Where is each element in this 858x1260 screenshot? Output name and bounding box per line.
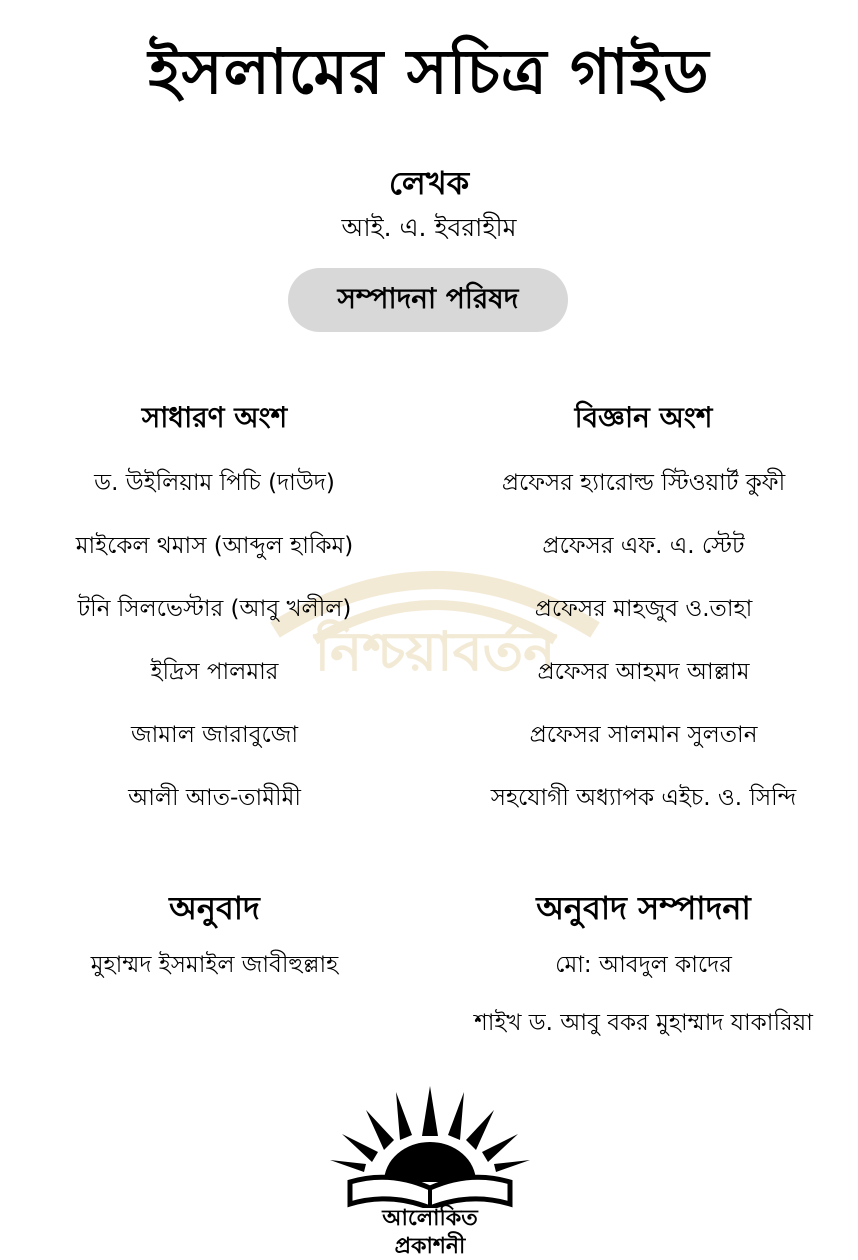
science-member: প্রফেসর হ্যারোল্ড স্টিওয়ার্ট কুফী [501, 470, 786, 496]
general-member: টনি সিলভেস্টার (আবু খলীল) [77, 596, 352, 622]
translator-name: মুহাম্মদ ইসমাইল জাবীহুল্লাহ [90, 952, 339, 978]
general-member: মাইকেল থমাস (আব্দুল হাকিম) [75, 533, 354, 559]
general-member: আলী আত-তামীমী [128, 785, 301, 811]
general-section-heading: সাধারণ অংশ [141, 401, 288, 434]
author-name: আই. এ. ইবরাহীম [341, 213, 517, 242]
general-member: জামাল জারাবুজো [131, 722, 298, 748]
general-member: ড. উইলিয়াম পিচি (দাউদ) [94, 470, 335, 496]
science-member: সহযোগী অধ্যাপক এইচ. ও. সিন্দি [490, 785, 797, 811]
translation-editing-section [429, 888, 858, 1052]
general-member: ইদ্রিস পালমার [150, 659, 279, 685]
publisher-name-line2: প্রকাশনী [394, 1234, 466, 1259]
sunrise-book-icon [320, 1078, 540, 1208]
general-section [0, 398, 429, 830]
science-member: প্রফেসর এফ. এ. স্টেট [542, 533, 745, 559]
watermark-text: নিশ্চয়াবর্তন [314, 620, 556, 683]
science-section [429, 398, 858, 830]
science-section-heading: বিজ্ঞান অংশ [574, 401, 713, 434]
publisher-logo [320, 1078, 540, 1260]
translation-editing-heading: অনুবাদ সম্পাদনা [536, 889, 751, 927]
translation-heading: অনুবাদ [169, 889, 260, 927]
editorial-board-label [288, 268, 568, 332]
translation-section [0, 888, 429, 994]
book-title: ইসলামের সচিত্র গাইড [148, 35, 710, 108]
publisher-name-line1: আলোকিত [382, 1206, 478, 1231]
translation-editor-name: মো: আবদুল কাদের [555, 952, 732, 978]
science-member: প্রফেসর সালমান সুলতান [529, 722, 758, 748]
translation-editor-name: শাইখ ড. আবু বকর মুহাম্মাদ যাকারিয়া [474, 1010, 813, 1036]
editorial-board-text: সম্পাদনা পরিষদ [337, 281, 519, 315]
science-member: প্রফেসর মাহজুব ও.তাহা [534, 596, 753, 622]
author-heading: লেখক [388, 164, 470, 202]
science-member: প্রফেসর আহমদ আল্লাম [537, 659, 750, 685]
